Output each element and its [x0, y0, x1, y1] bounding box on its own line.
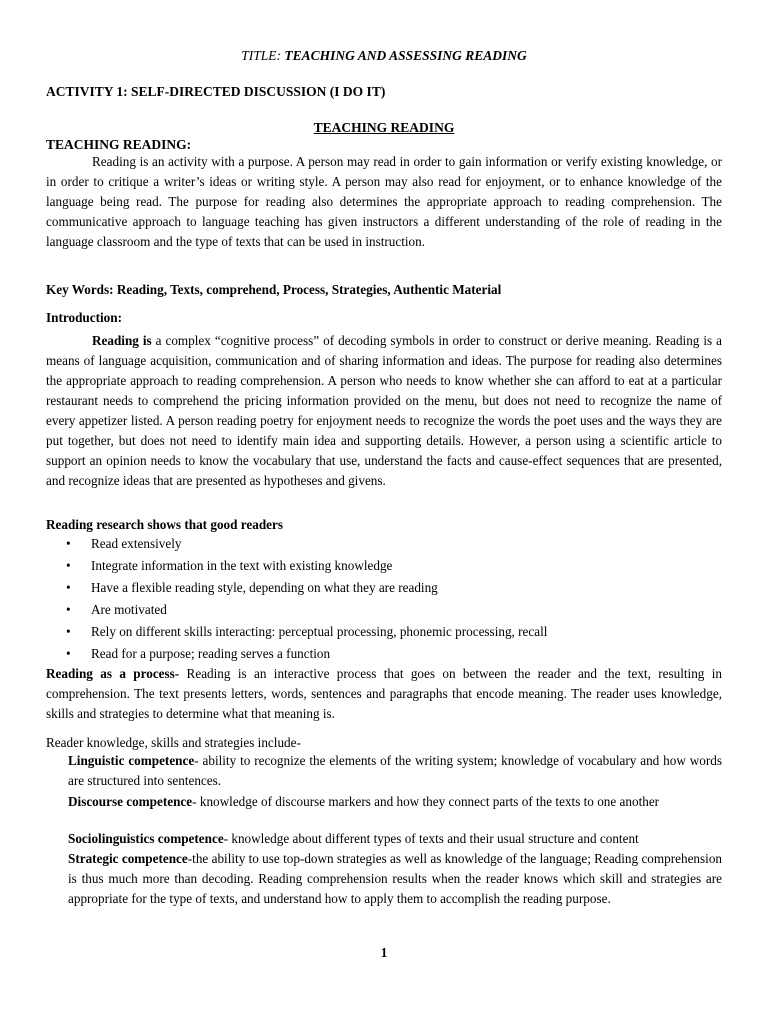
competence-text: - knowledge of discourse markers and how they connect parts of the texts to one another — [192, 794, 660, 809]
competence-text: - knowledge about different types of texts and their usual structure and content — [223, 831, 639, 846]
list-item-text: Have a flexible reading style, depending on what they are reading — [91, 580, 438, 595]
activity-heading: ACTIVITY 1: SELF-DIRECTED DISCUSSION (I DO IT) — [46, 84, 386, 99]
introduction-text: a complex “cognitive process” of decoding symbols in order to construct or derive meaning. Reading is a means of language acquisition, communication and of sharing information and ideas. The purpose for reading also determines the appropriate approach to reading comprehension. A person who needs to know whether she can afford to eat at a particular restaurant needs to comprehend the pricing information provided on the menu, but does not need to recognize the name of every appetizer listed. A person reading poetry for enjoyment needs to recognize the words the poet uses and the ways they are put together, but does not need to identify main idea and supporting details. However, a person using a scientific article to support an opinion needs to know the vocabulary that use, understand the facts and cause-effect sequences that are presented, and recognize ideas that are presented as hypotheses and givens. — [46, 333, 722, 488]
center-heading: TEACHING READING — [313, 120, 455, 135]
title-label: TITLE: — [241, 48, 281, 63]
research-heading: Reading research shows that good readers — [46, 517, 284, 532]
paragraph-reading-purpose: Reading is an activity with a purpose. A person may read in order to gain information or verify existing knowledge, or in order to critique a writer’s ideas or writing style. A person may also read for enjoyment, or to enhance knowledge of the language being read. The purpose for reading also determines the appropriate approach to reading comprehension. The communicative approach to language teaching has given instructors a different understanding of the role of reading in the language classroom and the type of texts that can be used in instruction. — [46, 154, 722, 249]
list-item-text: Read for a purpose; reading serves a function — [91, 646, 331, 661]
bullet-icon: • — [66, 536, 71, 551]
competence-linguistic — [68, 751, 722, 791]
competence-term: Sociolinguistics competence — [68, 831, 224, 846]
competence-term: Strategic competence — [68, 851, 188, 866]
introduction-heading: Introduction: — [46, 310, 122, 325]
competence-discourse — [68, 792, 722, 812]
document-title — [46, 46, 722, 66]
list-item-text: Integrate information in the text with existing knowledge — [91, 558, 393, 573]
reading-process-paragraph — [46, 664, 722, 724]
list-item-text: Read extensively — [91, 536, 182, 551]
keywords-line: Key Words: Reading, Texts, comprehend, Process, Strategies, Authentic Material — [46, 282, 502, 297]
list-item — [46, 555, 722, 577]
good-readers-list — [46, 533, 722, 665]
reader-knowledge-intro: Reader knowledge, skills and strategies include- — [46, 735, 301, 750]
competence-term: Linguistic competence — [68, 753, 195, 768]
bullet-icon: • — [66, 624, 71, 639]
section-heading: TEACHING READING: — [46, 137, 192, 152]
reading-process-lead: Reading as a process- — [46, 666, 180, 681]
bullet-icon: • — [66, 580, 71, 595]
list-item — [46, 599, 722, 621]
bullet-icon: • — [66, 602, 71, 617]
list-item-text: Are motivated — [91, 602, 167, 617]
competence-strategic — [68, 849, 722, 909]
page-number: 1 — [380, 945, 388, 960]
reading-process-text: Reading is an interactive process that goes on between the reader and the text, resulting in comprehension. The text presents letters, words, sentences and paragraphs that encode meaning. The reader uses knowledge, skills and strategies to determine what that meaning is. — [46, 666, 722, 721]
competence-text: - ability to recognize the elements of the writing system; knowledge of vocabulary and how words are structured into sentences. — [68, 753, 722, 788]
introduction-paragraph — [46, 331, 722, 491]
list-item — [46, 533, 722, 555]
list-item — [46, 643, 722, 665]
title-text: TEACHING AND ASSESSING READING — [284, 48, 527, 63]
introduction-lead: Reading is — [92, 333, 152, 348]
bullet-icon: • — [66, 646, 71, 661]
competence-sociolinguistics — [68, 829, 722, 849]
list-item-text: Rely on different skills interacting: perceptual processing, phonemic processing, recall — [91, 624, 548, 639]
list-item — [46, 621, 722, 643]
competence-term: Discourse competence — [68, 794, 193, 809]
bullet-icon: • — [66, 558, 71, 573]
list-item — [46, 577, 722, 599]
competence-text: -the ability to use top-down strategies as well as knowledge of the language; Reading comprehension is thus much more than decoding. Reading comprehension results when the reader knows which skill and strategies are appropriate for the type of texts, and understand how to apply them to accomplish the reading purpose. — [68, 851, 723, 906]
